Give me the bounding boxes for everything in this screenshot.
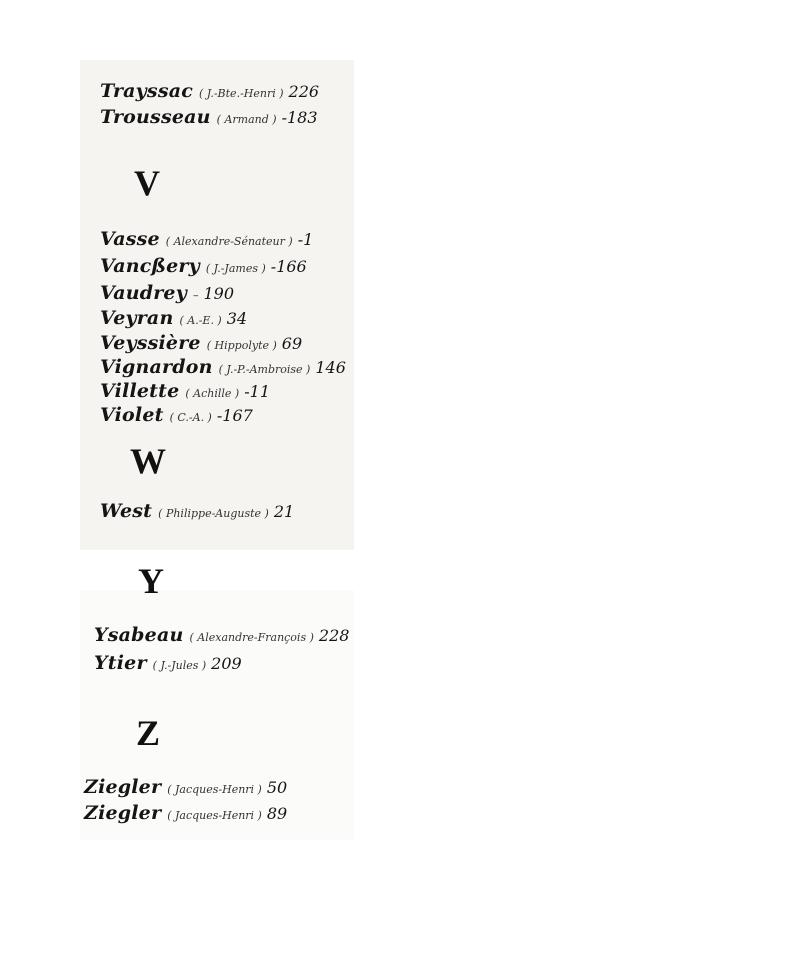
entry-detail: ( Alexandre-Sénateur ): [165, 235, 293, 248]
entry-page: 34: [226, 309, 248, 328]
entry-detail: ( A.-E. ): [179, 314, 222, 327]
entry-name: Veyssière: [100, 332, 201, 354]
entry-name: Vaudrey: [100, 282, 187, 304]
entry-detail: ( C.-A. ): [169, 411, 212, 424]
entry-detail: ( J.-Bte.-Henri ): [199, 87, 284, 100]
index-entry: [84, 802, 287, 824]
entry-name: Ytier: [94, 652, 147, 674]
entry-page: -1: [297, 230, 314, 249]
index-entry: [84, 776, 287, 798]
index-entry: [94, 652, 242, 674]
entry-detail: ( Jacques-Henri ): [167, 809, 262, 822]
section-letter: Z: [136, 713, 161, 753]
entry-page: 190: [203, 284, 234, 303]
entry-name: Ysabeau: [94, 624, 184, 646]
index-entry: [94, 624, 349, 646]
entry-detail: ( Hippolyte ): [206, 339, 277, 352]
entry-detail: –: [192, 289, 199, 302]
entry-name: Vasse: [100, 228, 160, 250]
entry-page: -183: [281, 108, 318, 127]
entry-name: West: [100, 500, 153, 522]
entry-detail: ( Alexandre-François ): [189, 631, 314, 644]
entry-name: Veyran: [100, 307, 174, 329]
entry-name: Villette: [100, 380, 180, 402]
entry-name: Trayssac: [100, 80, 193, 102]
entry-page: 69: [281, 334, 303, 353]
index-entry: [100, 332, 302, 354]
entry-page: 89: [266, 804, 288, 823]
entry-name: Ziegler: [84, 802, 162, 824]
entry-page: 209: [211, 654, 242, 673]
entry-detail: ( Philippe-Auguste ): [158, 507, 269, 520]
index-entry: [100, 380, 270, 402]
entry-page: 21: [273, 502, 295, 521]
entry-page: 146: [315, 358, 346, 377]
entry-name: Vignardon: [100, 356, 213, 378]
entry-detail: ( Achille ): [185, 387, 240, 400]
index-entry: [100, 500, 294, 522]
index-entry: [100, 404, 253, 426]
entry-page: -11: [244, 382, 270, 401]
entry-page: -166: [270, 257, 307, 276]
index-entry: [100, 80, 319, 102]
index-entry: [100, 307, 247, 329]
index-entry: [100, 356, 346, 378]
entry-name: Ziegler: [84, 776, 162, 798]
entry-page: 50: [266, 778, 288, 797]
entry-page: 228: [318, 626, 350, 645]
index-entry: [100, 106, 318, 128]
entry-page: -167: [216, 406, 253, 425]
entry-name: Vancßery: [100, 255, 200, 277]
section-letter: V: [134, 163, 160, 203]
entry-page: 226: [288, 82, 320, 101]
entry-name: Violet: [100, 404, 164, 426]
index-entry: [100, 255, 307, 277]
entry-name: Trousseau: [100, 106, 211, 128]
page-upper-paper: [80, 60, 354, 550]
index-entry: [100, 282, 234, 304]
section-letter: Y: [138, 561, 164, 601]
entry-detail: ( J.-P.-Ambroise ): [218, 363, 311, 376]
entry-detail: ( Armand ): [216, 113, 277, 126]
entry-detail: ( Jacques-Henri ): [167, 783, 262, 796]
section-letter: W: [130, 441, 166, 481]
entry-detail: ( J.-James ): [205, 262, 266, 275]
entry-detail: ( J.-Jules ): [152, 659, 207, 672]
index-entry: [100, 228, 313, 250]
